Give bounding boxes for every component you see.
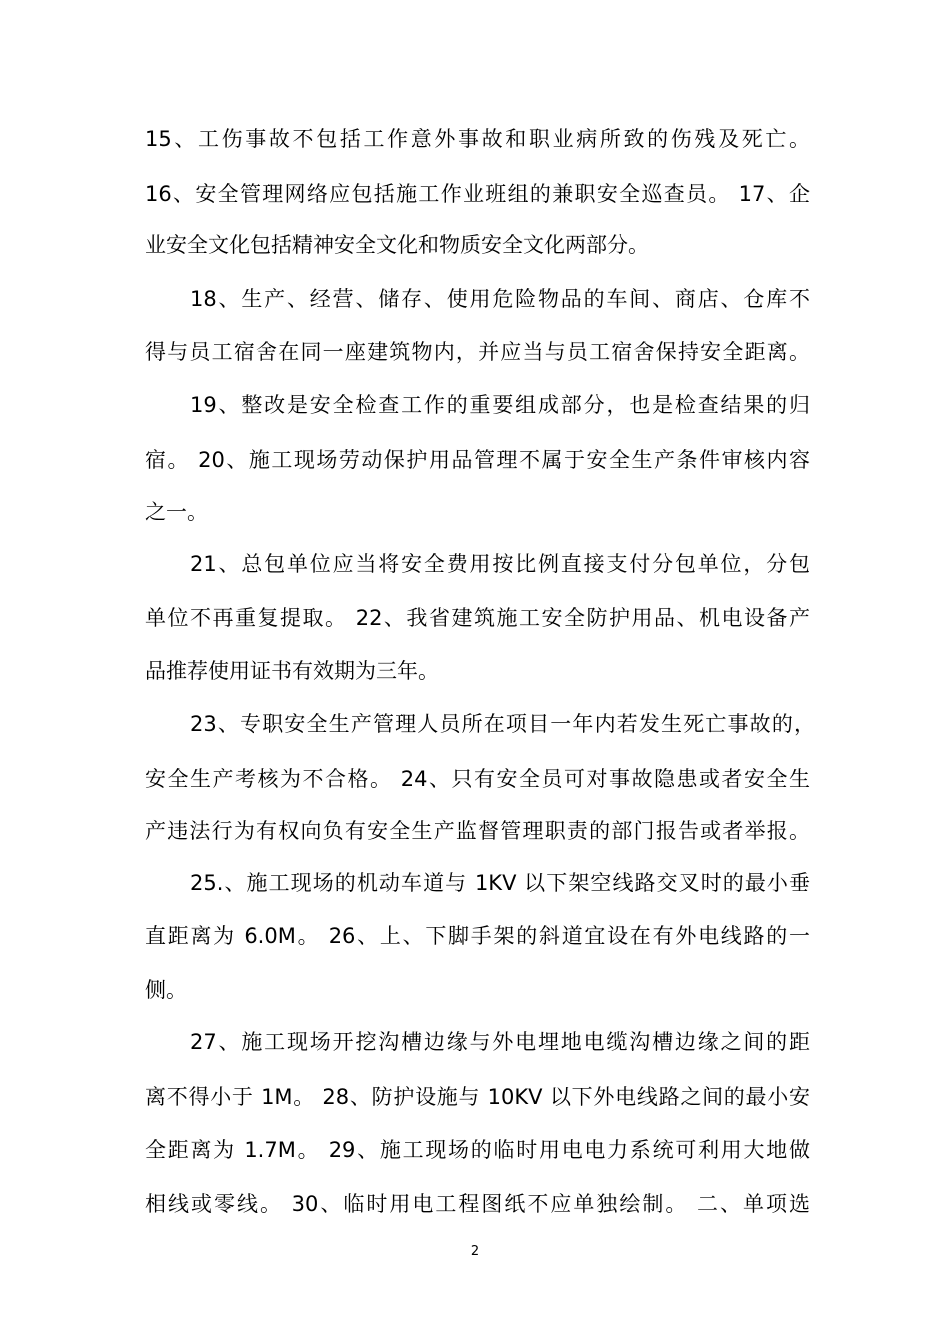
- text-line: 业安全文化包括精神安全文化和物质安全文化两部分。: [145, 233, 649, 257]
- text-line: 全距离为 1.7M。 29、施工现场的临时用电电力系统可利用大地做: [145, 1138, 810, 1162]
- text-line: 25.、施工现场的机动车道与 1KV 以下架空线路交叉时的最小垂: [190, 871, 810, 895]
- text-line: 15、工伤事故不包括工作意外事故和职业病所致的伤残及死亡。: [145, 127, 810, 151]
- text-line: 相线或零线。 30、临时用电工程图纸不应单独绘制。 二、单项选: [145, 1192, 810, 1216]
- text-line: 18、生产、经营、储存、使用危险物品的车间、商店、仓库不: [190, 287, 810, 311]
- text-line: 19、整改是安全检查工作的重要组成部分，也是检查结果的归: [190, 393, 810, 417]
- text-line: 宿。 20、施工现场劳动保护用品管理不属于安全生产条件审核内容: [145, 448, 810, 472]
- text-line: 侧。: [145, 978, 187, 1002]
- page-number: 2: [470, 1244, 480, 1259]
- text-line: 安全生产考核为不合格。 24、只有安全员可对事故隐患或者安全生: [145, 767, 810, 791]
- text-line: 27、施工现场开挖沟槽边缘与外电埋地电缆沟槽边缘之间的距: [190, 1030, 810, 1054]
- text-line: 离不得小于 1M。 28、防护设施与 10KV 以下外电线路之间的最小安: [145, 1085, 810, 1109]
- text-line: 品推荐使用证书有效期为三年。: [145, 659, 439, 683]
- text-line: 23、专职安全生产管理人员所在项目一年内若发生死亡事故的，: [190, 712, 815, 736]
- text-line: 产违法行为有权向负有安全生产监督管理职责的部门报告或者举报。: [145, 819, 810, 843]
- text-line: 直距离为 6.0M。 26、上、下脚手架的斜道宜设在有外电线路的一: [145, 924, 810, 948]
- text-line: 21、总包单位应当将安全费用按比例直接支付分包单位，分包: [190, 552, 810, 576]
- text-line: 单位不再重复提取。 22、我省建筑施工安全防护用品、机电设备产: [145, 606, 810, 630]
- text-line: 得与员工宿舍在同一座建筑物内，并应当与员工宿舍保持安全距离。: [145, 340, 810, 364]
- text-line: 之一。: [145, 500, 208, 524]
- text-line: 16、安全管理网络应包括施工作业班组的兼职安全巡查员。 17、企: [145, 182, 810, 206]
